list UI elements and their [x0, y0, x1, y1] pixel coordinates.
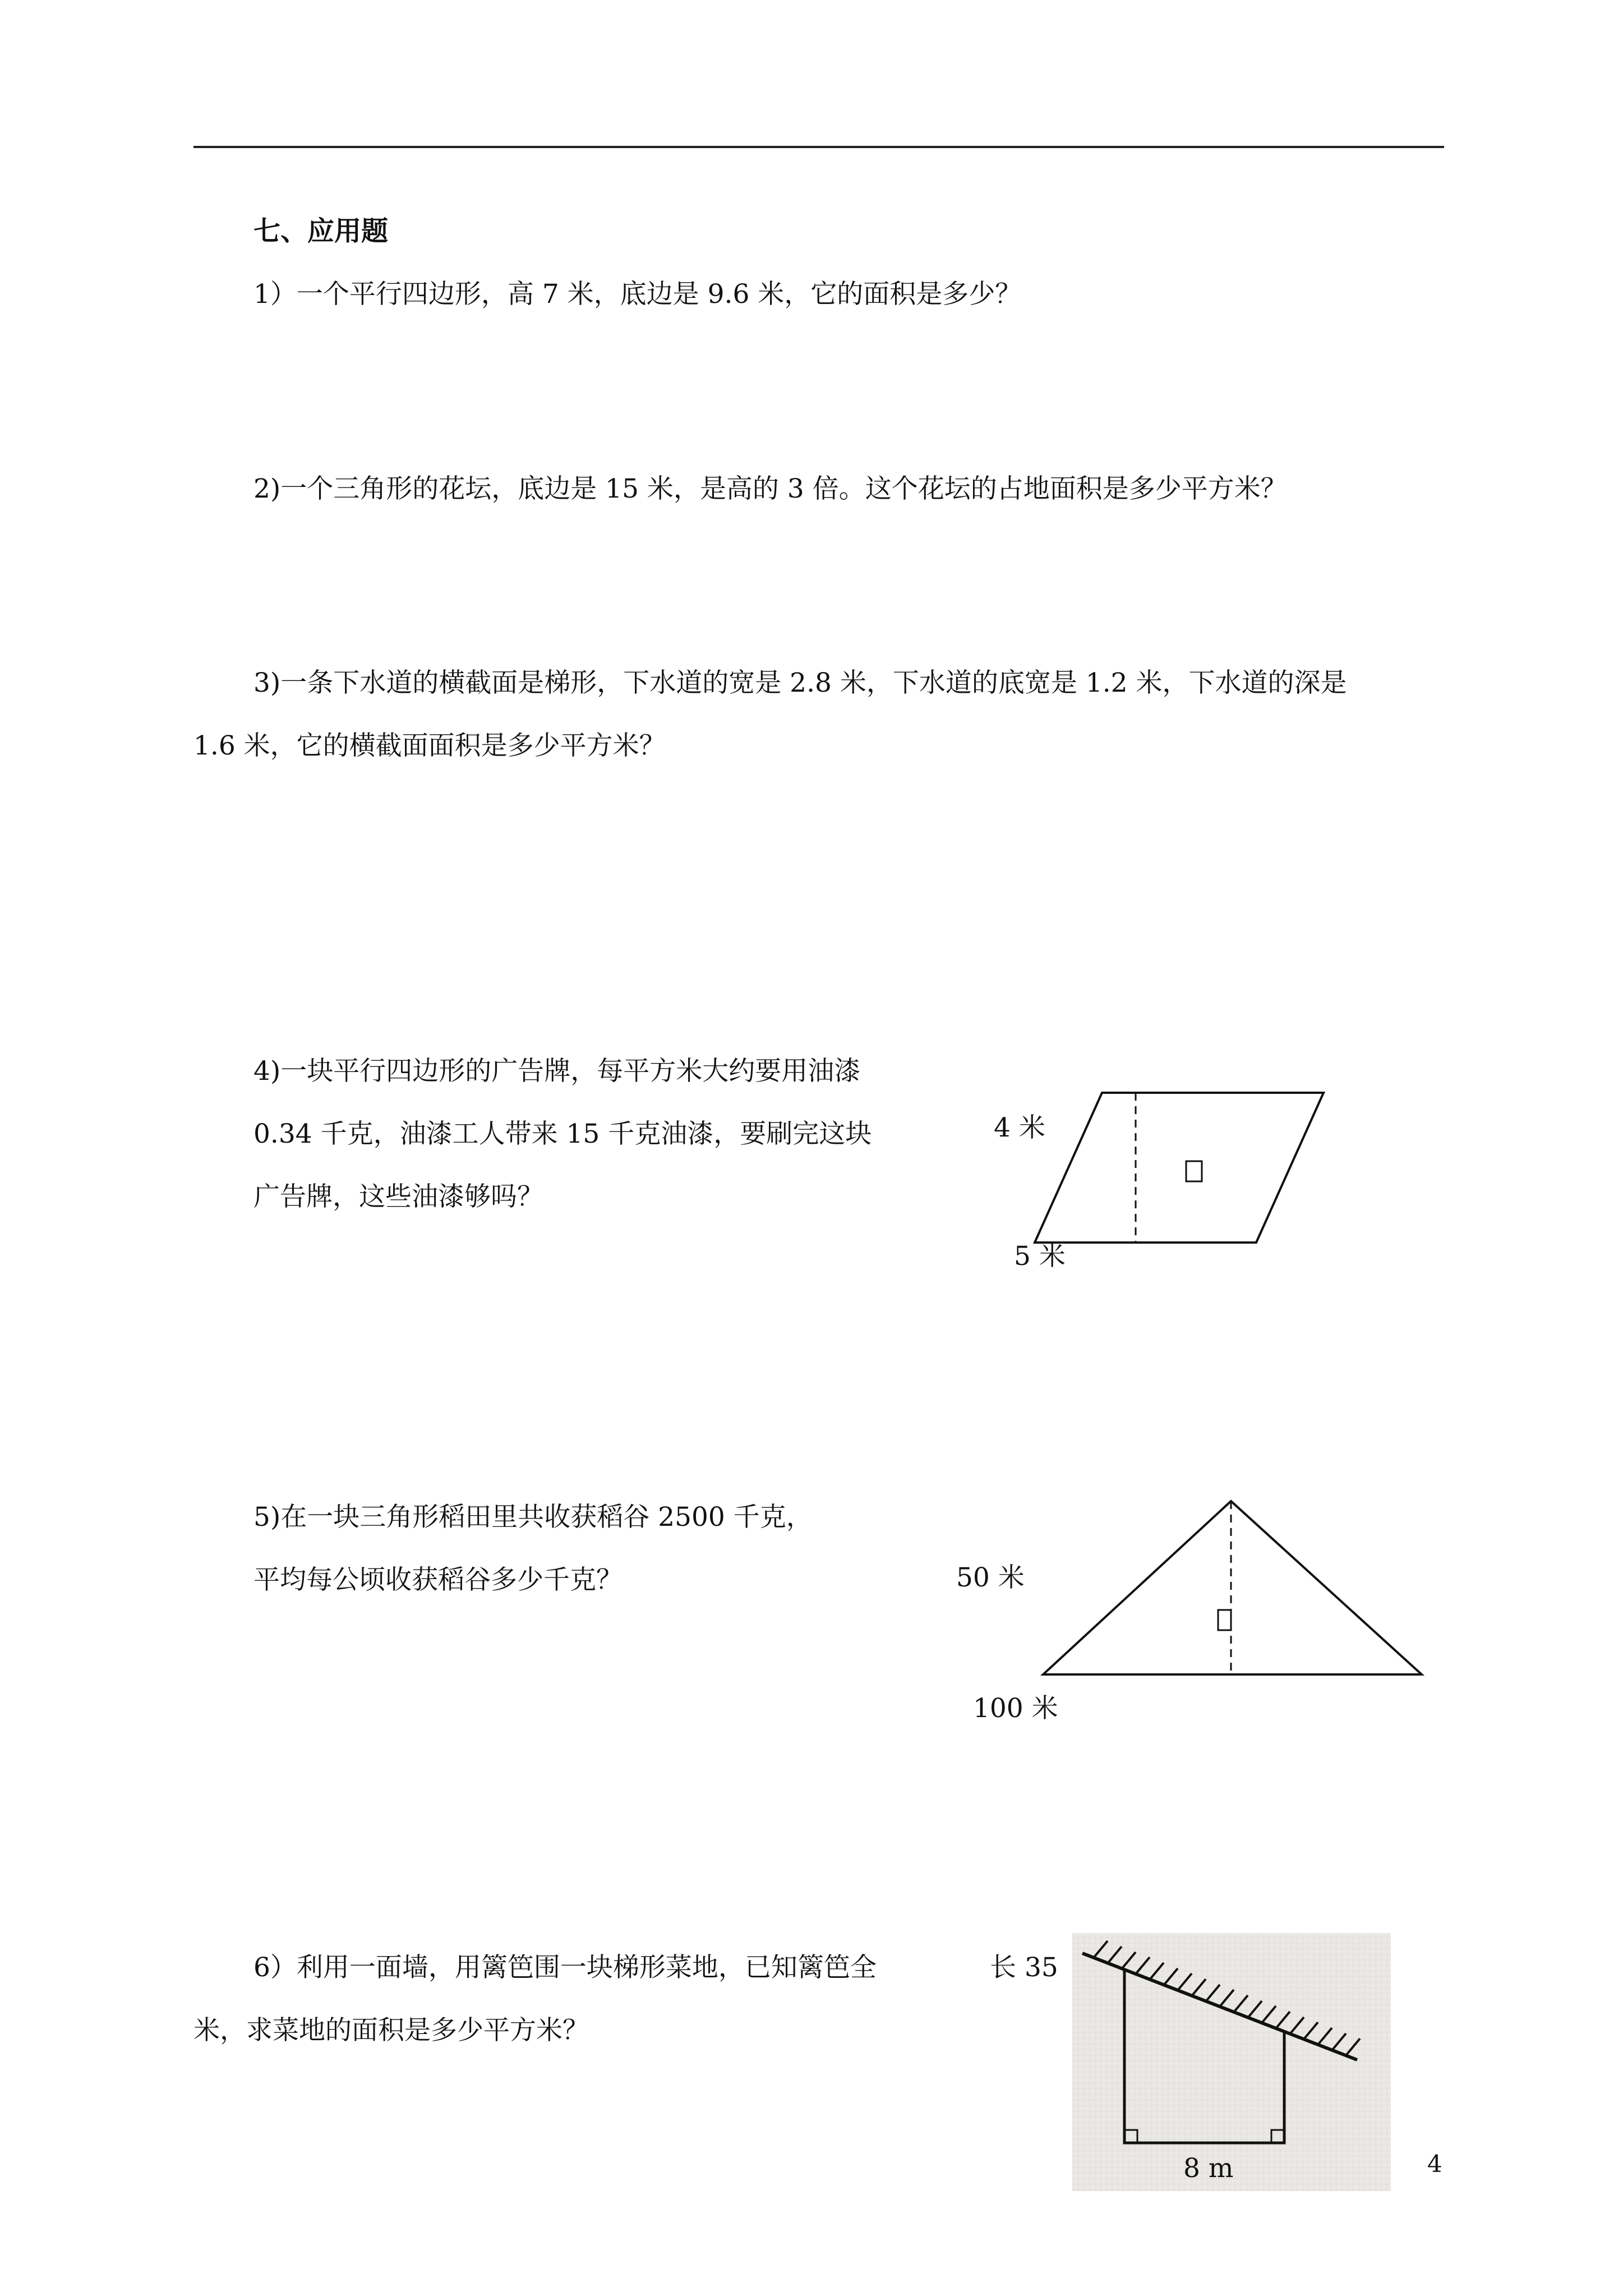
question-5-line-1: 5)在一块三角形稻田里共收获稻谷 2500 千克，: [253, 1502, 813, 1533]
scan-background: [1072, 1933, 1391, 2191]
question-6-line-1-tail: 长 35: [990, 1952, 1058, 1983]
triangle-right-angle-mark: [1218, 1610, 1231, 1630]
question-3-line-1: 3)一条下水道的横截面是梯形，下水道的宽是 2.8 米，下水道的底宽是 1.2 米，下水道的深是: [253, 668, 1347, 698]
question-5-line-2: 平均每公顷收获稻谷多少千克？: [253, 1565, 623, 1595]
parallelogram-base-label: 5 米: [1014, 1241, 1066, 1272]
question-3-line-2: 1.6 米，它的横截面面积是多少平方米？: [193, 730, 666, 761]
triangle-base-label: 100 米: [973, 1693, 1058, 1724]
question-4-line-3: 广告牌，这些油漆够吗？: [253, 1181, 543, 1212]
question-6-line-1: 6）利用一面墙，用篱笆围一块梯形菜地，已知篱笆全: [253, 1952, 877, 1983]
parallelogram-right-angle-mark: [1186, 1161, 1202, 1181]
trapezoid-base-label: 8 m: [1183, 2153, 1234, 2184]
question-1: 1）一个平行四边形，高 7 米，底边是 9.6 米，它的面积是多少？: [253, 279, 1022, 310]
triangle-figure: [1043, 1501, 1422, 1674]
question-2: 2)一个三角形的花坛，底边是 15 米，是高的 3 倍。这个花坛的占地面积是多少平方米？: [253, 473, 1287, 504]
parallelogram-figure: [1035, 1093, 1324, 1243]
trapezoid-wall-figure: [1072, 1933, 1391, 2191]
parallelogram-height-label: 4 米: [994, 1112, 1045, 1143]
question-4-line-1: 4)一块平行四边形的广告牌，每平方米大约要用油漆: [253, 1056, 861, 1087]
page-number: 4: [1427, 2150, 1442, 2178]
question-6-line-2: 米，求菜地的面积是多少平方米？: [193, 2015, 589, 2046]
triangle-height-label: 50 米: [956, 1562, 1025, 1593]
section-title: 七、应用题: [253, 215, 389, 247]
question-4-line-2: 0.34 千克，油漆工人带来 15 千克油漆，要刷完这块: [253, 1119, 872, 1149]
